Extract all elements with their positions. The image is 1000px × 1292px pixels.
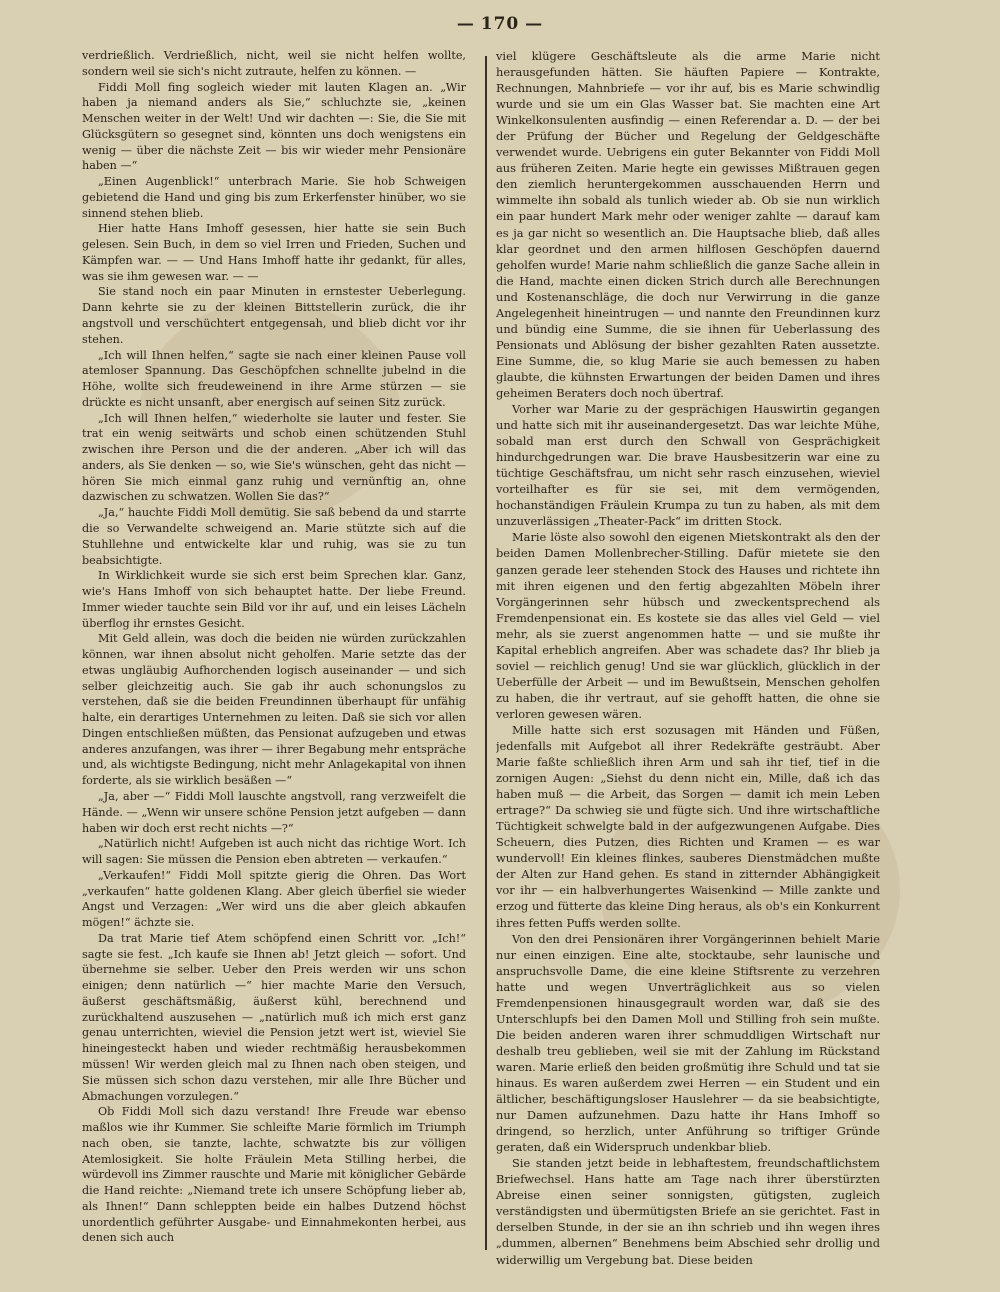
paragraph: Sie standen jetzt beide in lebhaftestem, freundschaftlichstem Briefwechsel. Hans hatte am Tage nach ihrer überstürzten Abreise einen seiner sonnigsten, gütigsten, zugleich verständigsten und übermütigsten Briefe an sie gerichtet. Fast in derselben Stunde, in der sie an ihn schrieb und ihn wegen ihres „dummen, albernen“ Benehmens beim Abschied sehr drollig und widerwillig um Vergebung bat. Diese beiden	[496, 1156, 880, 1267]
paragraph: Fiddi Moll fing sogleich wieder mit lauten Klagen an. „Wir haben ja niemand anders als Sie,“ schluchzte sie, „keinen Menschen weiter in der Welt! Und wir dachten —: Sie, die Sie mit Glücksgütern so gesegnet sind, könnten uns doch wenigstens ein wenig — über die nächste Zeit — bis wir wieder mehr Pensionäre haben —“	[82, 80, 466, 173]
paragraph: Mit Geld allein, was doch die beiden nie würden zurückzahlen können, war ihnen absolut nicht geholfen. Marie setzte das der etwas ungläubig Aufhorchenden logisch auseinander — und sich selber gleichzeitig auch. Sie gab ihr auch schonungslos zu verstehen, daß sie die beiden Freundinnen überhaupt für unfähig halte, ein derartiges Unternehmen zu leiten. Daß sie sich vor allen Dingen entschließen müßten, das Pensionat aufzugeben und etwas anderes anzufangen, was ihrer — ihrer Begabung mehr entspräche und, als wichtigste Bedingung, nicht mehr Anlagekapital von ihnen forderte, als sie wirklich besäßen —“	[82, 632, 466, 788]
paragraph: „Ja, aber —“ Fiddi Moll lauschte angstvoll, rang verzweifelt die Hände. — „Wenn wir unsere schöne Pension jetzt aufgeben — dann haben wir doch erst recht nichts —?“	[82, 789, 466, 835]
paragraph: „Ich will Ihnen helfen,“ sagte sie nach einer kleinen Pause voll atemloser Spannung. Das Geschöpfchen schnellte jubelnd in die Höhe, wollte sich freudeweinend in ihre Arme stürzen — sie drückte es nicht unsanft, aber energisch auf seinen Sitz zurück.	[82, 348, 466, 409]
page-number-left-dash: —	[456, 14, 475, 34]
paragraph: „Natürlich nicht! Aufgeben ist auch nicht das richtige Wort. Ich will sagen: Sie müssen die Pension eben abtreten — verkaufen.“	[82, 837, 466, 867]
paragraph: Hier hatte Hans Imhoff gesessen, hier hatte sie sein Buch gelesen. Sein Buch, in dem so viel Irren und Frieden, Suchen und Kämpfen war. — — Und Hans Imhoff hatte ihr gedankt, für alles, was sie ihm gewesen war. — —	[82, 222, 466, 283]
paragraph: Von den drei Pensionären ihrer Vorgängerinnen behielt Marie nur einen einzigen. Eine alte, stocktaube, sehr launische und anspruchsvolle Dame, die eine kleine Stiftsrente zu verzehren hatte und wegen Unverträglichkeit aus so vielen Fremdenpensionen hinausgegrault worden war, daß sie des Unterschlupfs bei den Damen Moll und Stilling froh sein mußte. Die beiden anderen waren ihrer schmuddligen Wirtschaft nur deshalb treu geblieben, weil sie mit der Zahlung im Rückstand waren. Marie erließ den beiden großmütig ihre Schuld und tat sie hinaus. Es waren außerdem zwei Herren — ein Student und ein ältlicher, beschäftigungsloser Hauslehrer — da sie beabsichtigte, nur Damen aufzunehmen. Dazu hatte ihr Hans Imhoff so dringend, so herzlich, unter Anführung so triftiger Gründe geraten, daß ein Widerspruch undenkbar blieb.	[496, 931, 880, 1155]
paragraph: Sie stand noch ein paar Minuten in ernstester Ueberlegung. Dann kehrte sie zu der kleinen Bittstellerin zurück, die ihr angstvoll und verschüchtert entgegensah, und blieb dicht vor ihr stehen.	[82, 285, 466, 346]
paragraph: „Ja,“ hauchte Fiddi Moll demütig. Sie saß bebend da und starrte die so Verwandelte schweigend an. Marie stützte sich auf die Stuhllehne und entwickelte klar und ruhig, was sie zu tun beabsichtigte.	[82, 506, 466, 567]
paragraph: viel klügere Geschäftsleute als die arme Marie nicht herausgefunden hätten. Sie häuften Papiere — Kontrakte, Rechnungen, Mahnbriefe — vor ihr auf, bis es Marie schwindlig wurde und sie um ein Glas Wasser bat. Sie machten eine Art Winkelkonsulenten ausfindig — einen Referendar a. D. — der bei der Prüfung der Bücher und Regelung der Geldgeschäfte verwendet wurde. Uebrigens ein guter Bekannter von Fiddi Moll aus früheren Zeiten. Marie hegte ein gewisses Mißtrauen gegen den ziemlich heruntergekommen ausschauenden Herrn und wimmelte ihn sobald als tunlich wieder ab. Ob sie nun wirklich ein paar hundert Mark mehr oder weniger zahlte — darauf kam es ja gar nicht so wesentlich an. Die Hauptsache blieb, daß alles klar geordnet und den armen hilflosen Geschöpfen dauernd geholfen wurde! Marie nahm schließlich die ganze Sache allein in die Hand, machte einen dicken Strich durch alle Berechnungen und Kostenanschläge, die doch nur Verwirrung in die ganze Angelegenheit hineintrugen — und nannte den Freundinnen kurz und bündig eine Summe, die sie ihnen für Ueberlassung des Pensionats und Ablösung der bisher gezahlten Raten aussetzte. Eine Summe, die, so klug Marie sie auch bemessen zu haben glaubte, die kühnsten Erwartungen der beiden Damen und ihres geheimen Beraters doch noch übertraf.	[496, 49, 880, 400]
left-column	[82, 48, 466, 1280]
page-number-right-dash: —	[525, 14, 544, 34]
paragraph: In Wirklichkeit wurde sie sich erst beim Sprechen klar. Ganz, wie's Hans Imhoff von sich behauptet hatte. Der liebe Freund. Immer wieder tauchte sein Bild vor ihr auf, und ein leises Lächeln überflog ihr ernstes Gesicht.	[82, 569, 466, 630]
paragraph: Da trat Marie tief Atem schöpfend einen Schritt vor. „Ich!“ sagte sie fest. „Ich kaufe sie Ihnen ab! Jetzt gleich — sofort. Und übernehme sie selber. Ueber den Preis werden wir uns schon einigen; denn natürlich —“ hier machte Marie den Versuch, äußerst geschäftsmäßig, äußerst kühl, berechnend und zurückhaltend auszusehen — „natürlich muß ich mich erst ganz genau unterrichten, wieviel die Pension jetzt wert ist, wieviel Sie hineingesteckt haben und wieder rechtmäßig herausbekommen müssen! Wir werden gleich mal zu Ihnen nach oben steigen, und Sie müssen sich schon dazu verstehen, mir alle Ihre Bücher und Abmachungen vorzulegen.“	[82, 931, 466, 1103]
page-number-value: 170	[480, 14, 520, 34]
column-rule	[485, 56, 487, 1250]
paragraph: Mille hatte sich erst sozusagen mit Händen und Füßen, jedenfalls mit Aufgebot all ihrer Redekräfte gesträubt. Aber Marie faßte schließlich ihren Arm und sah ihr tief, tief in die zornigen Augen: „Siehst du denn nicht ein, Mille, daß ich das haben muß — die Arbeit, das Sorgen — damit ich mein Leben ertrage?“ Da schwieg sie und fügte sich. Und ihre wirtschaftliche Tüchtigkeit schwelgte bald in der aufgezwungenen Aufgabe. Dies Scheuern, dies Putzen, dies Richten und Kramen — es war wundervoll! Ein kleines flinkes, sauberes Dienstmädchen mußte der Alten zur Hand gehen. Es stand in zitternder Abhängigkeit vor ihr — ein halbverhungertes Waisenkind — Mille zankte und erzog und fütterte das kleine Ding heraus, als ob's ein Konkurrent ihres fetten Puffs werden sollte.	[496, 722, 880, 930]
paragraph: Vorher war Marie zu der gesprächigen Hauswirtin gegangen und hatte sich mit ihr auseinandergesetzt. Das war leichte Mühe, sobald man erst durch den Schwall von Gesprächigkeit hindurchgedrungen war. Die brave Hausbesitzerin war eine zu tüchtige Geschäftsfrau, um nicht sehr rasch einzusehen, wieviel vorteilhafter es für sie sei, mit dem vermögenden, hochanständigen Fräulein Krumpa zu tun zu haben, als mit dem unzuverlässigen „Theater-Pack“ im dritten Stock.	[496, 402, 880, 529]
page-number	[0, 14, 1000, 34]
paragraph: „Einen Augenblick!“ unterbrach Marie. Sie hob Schweigen gebietend die Hand und ging bis zum Erkerfenster hinüber, wo sie sinnend stehen blieb.	[82, 175, 466, 220]
right-column	[496, 48, 880, 1280]
paragraph: „Ich will Ihnen helfen,“ wiederholte sie lauter und fester. Sie trat ein wenig seitwärts und schob einen schützenden Stuhl zwischen ihre Person und die der anderen. „Aber ich will das anders, als Sie denken — so, wie Sie's wünschen, geht das nicht — hören Sie mich einmal ganz ruhig und vernünftig an, ohne dazwischen zu schwatzen. Wollen Sie das?“	[82, 411, 466, 504]
paragraph: Ob Fiddi Moll sich dazu verstand! Ihre Freude war ebenso maßlos wie ihr Kummer. Sie schleifte Marie förmlich im Triumph nach oben, sie tanzte, lachte, schwatzte bis zur völligen Atemlosigkeit. Sie holte Fräulein Meta Stilling herbei, die würdevoll ins Zimmer rauschte und Marie mit königlicher Gebärde die Hand reichte: „Niemand trete ich unsere Schöpfung lieber ab, als Ihnen!“ Dann schleppten beide ein halbes Dutzend höchst unordentlich geführter Ausgabe- und Einnahmekonten herbei, aus denen sich auch	[82, 1105, 466, 1245]
paragraph: Marie löste also sowohl den eigenen Mietskontrakt als den der beiden Damen Mollenbrecher-Stilling. Dafür mietete sie den ganzen gerade leer stehenden Stock des Hauses und richtete ihn mit ihren eigenen und den fertig abgezahlten Möbeln ihrer Vorgängerinnen sehr hübsch und zweckentsprechend als Fremdenpensionat ein. Es kostete sie das alles viel Geld — viel mehr, als sie zuerst angenommen hatte — und sie mußte ihr Kapital erheblich angreifen. Aber was schadete das? Ihr blieb ja soviel — reichlich genug! Und sie war glücklich, glücklich in der Ueberfülle der Arbeit — und im Bewußtsein, Menschen geholfen zu haben, die ihr vertraut, auf sie gehofft hatten, die ohne sie verloren gewesen wären.	[496, 530, 880, 721]
paragraph: verdrießlich. Verdrießlich, nicht, weil sie nicht helfen wollte, sondern weil sie sich's nicht zutraute, helfen zu können. —	[82, 49, 466, 78]
paragraph: „Verkaufen!“ Fiddi Moll spitzte gierig die Ohren. Das Wort „verkaufen“ hatte goldenen Klang. Aber gleich überfiel sie wieder Angst und Verzagen: „Wer wird uns die aber gleich abkaufen mögen!“ ächzte sie.	[82, 868, 466, 930]
